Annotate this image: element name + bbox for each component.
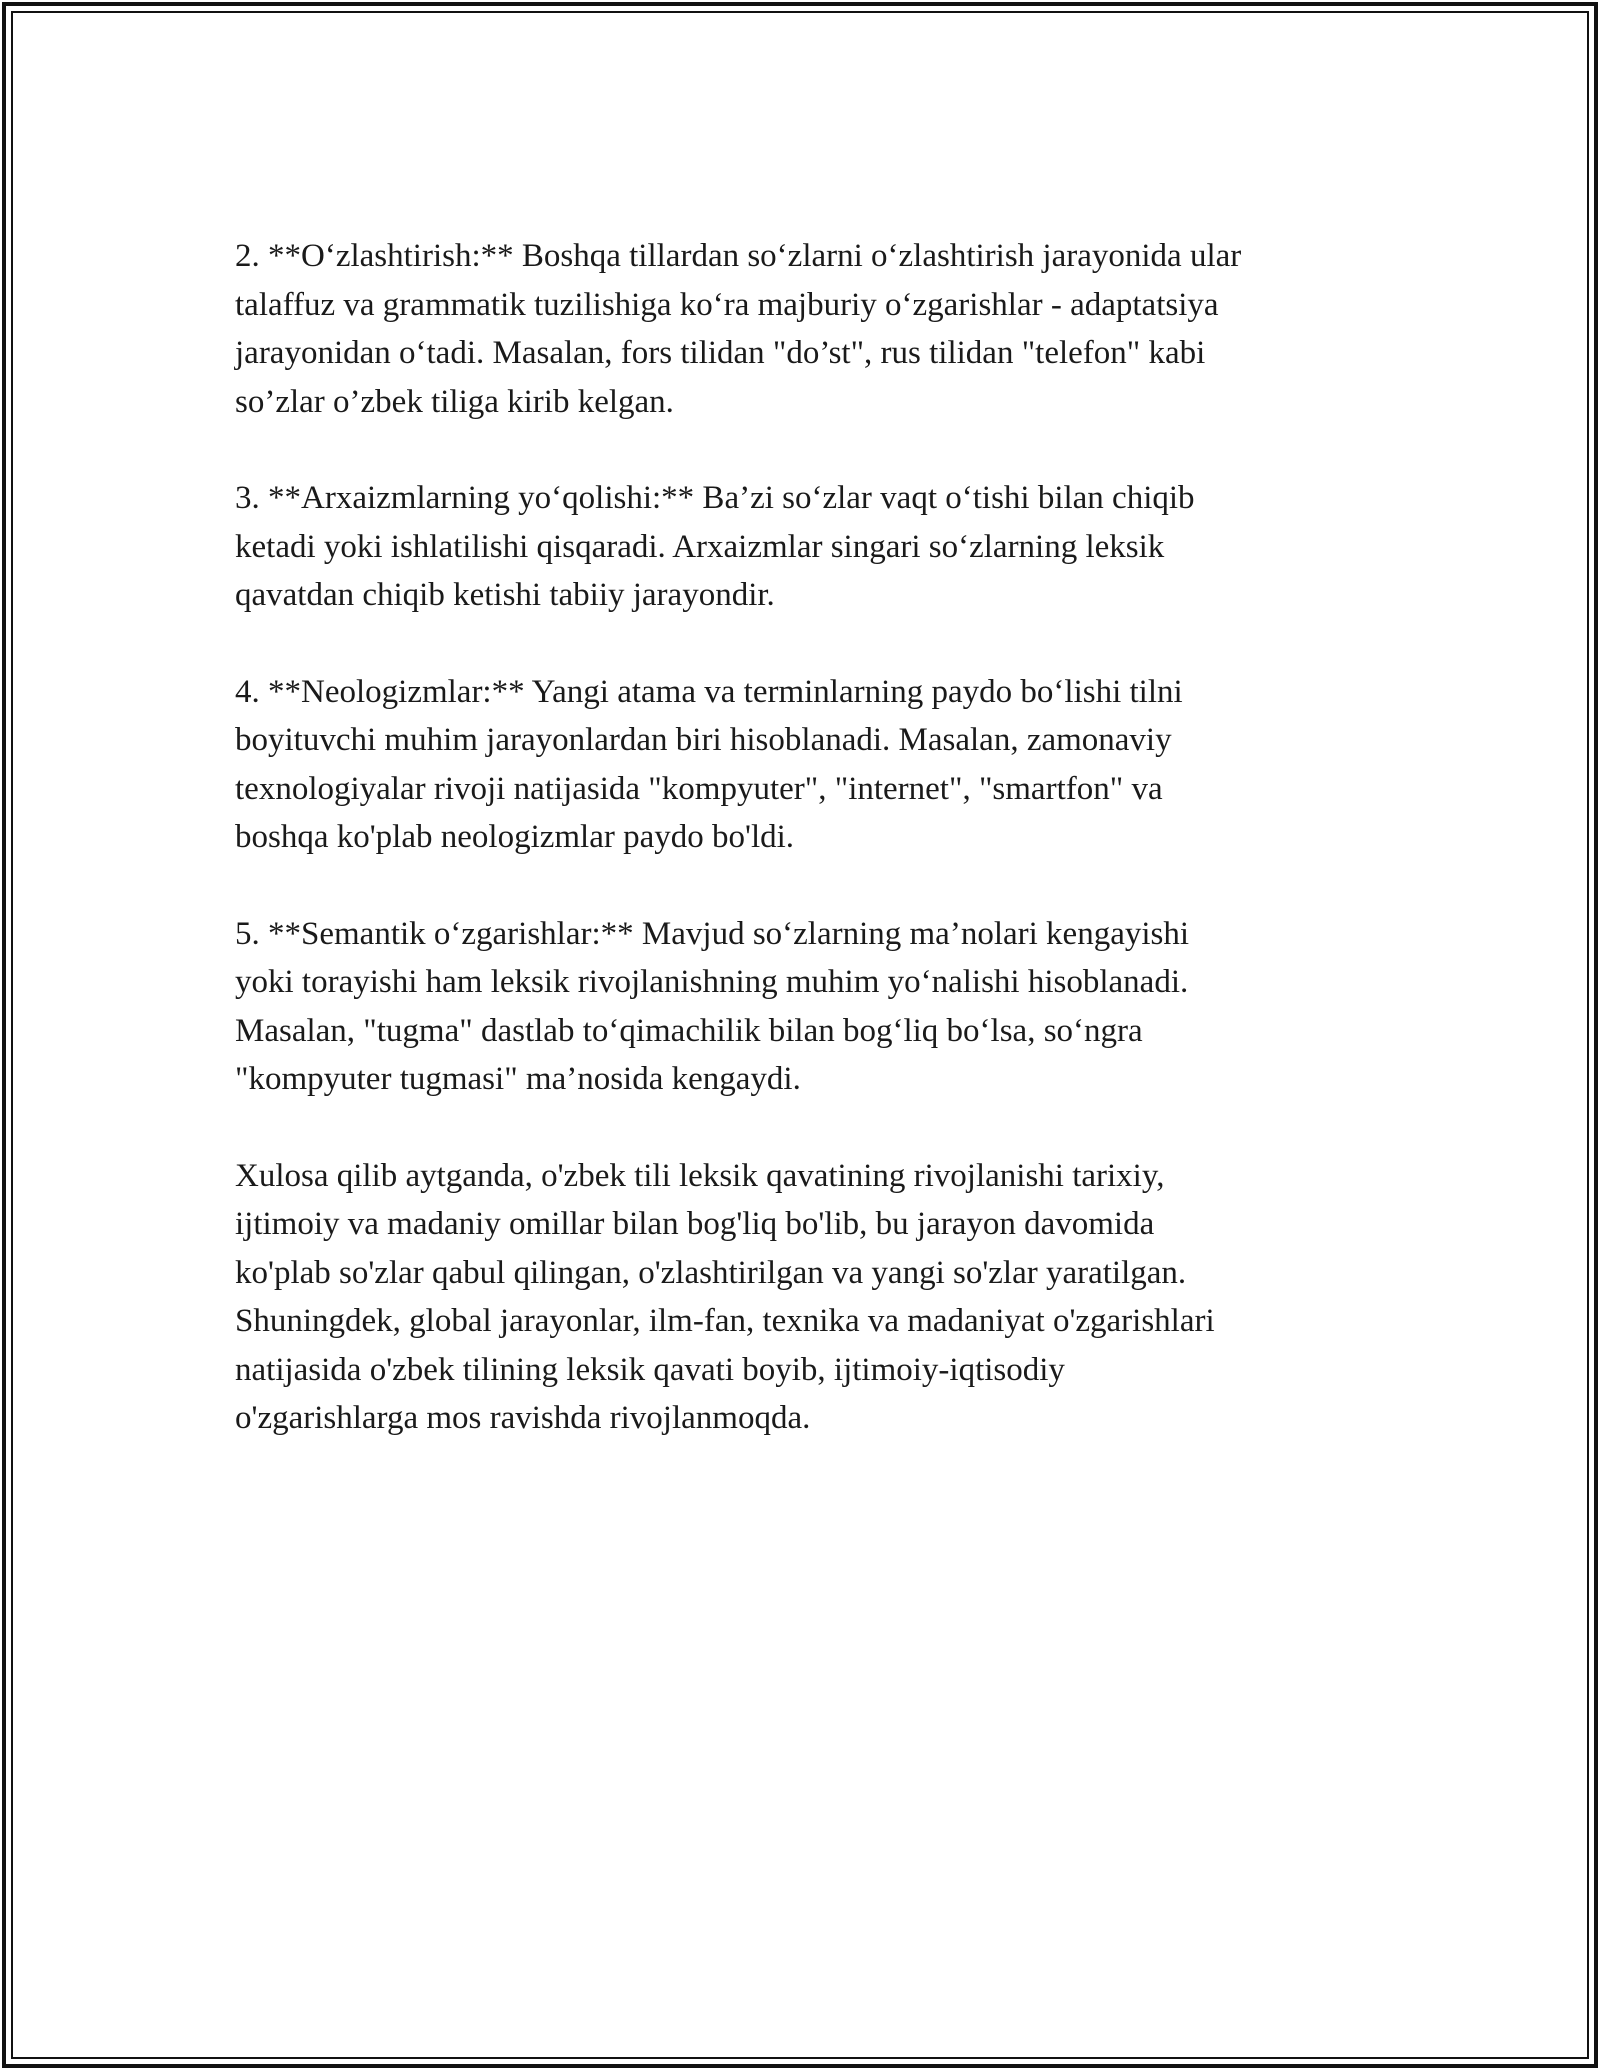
document-body [235, 232, 1375, 1491]
text-line: natijasida o'zbek tilining leksik qavati boyib, ijtimoiy-iqtisodiy [235, 1351, 1065, 1388]
paragraph-semantik [235, 910, 1375, 1104]
paragraph-xulosa [235, 1152, 1375, 1443]
text-line: 4. **Neologizmlar:** Yangi atama va terminlarning paydo bo‘lishi tilni [235, 673, 1183, 710]
text-line: o'zgarishlarga mos ravishda rivojlanmoqda. [235, 1400, 811, 1436]
text-line: 5. **Semantik o‘zgarishlar:** Mavjud so‘zlarning ma’nolari kengayishi [235, 915, 1190, 952]
paragraph-ozlashtirish [235, 232, 1375, 426]
text-line: 2. **O‘zlashtirish:** Boshqa tillardan so‘zlarni o‘zlashtirish jarayonida ular [235, 238, 1242, 274]
text-line: Xulosa qilib aytganda, o'zbek tili leksik qavatining rivojlanishi tarixiy, [235, 1157, 1165, 1194]
text-line: texnologiyalar rivoji natijasida "kompyuter", "internet", "smartfon" va [235, 770, 1163, 807]
text-line: yoki torayishi ham leksik rivojlanishning muhim yo‘nalishi hisoblanadi. [235, 964, 1189, 1000]
text-line: so’zlar o’zbek tiliga kirib kelgan. [235, 383, 674, 420]
text-line: 3. **Arxaizmlarning yo‘qolishi:** Ba’zi so‘zlar vaqt o‘tishi bilan chiqib [235, 480, 1195, 516]
text-line: talaffuz va grammatik tuzilishiga ko‘ra majburiy o‘zgarishlar - adaptatsiya [235, 286, 1219, 323]
text-line: jarayonidan o‘tadi. Masalan, fors tilidan "do’st", rus tilidan "telefon" kabi [235, 335, 1206, 371]
text-line: Shuningdek, global jarayonlar, ilm-fan, texnika va madaniyat o'zgarishlari [235, 1303, 1215, 1339]
text-line: boshqa ko'plab neologizmlar paydo bo'ldi. [235, 819, 795, 855]
text-line: ketadi yoki ishlatilishi qisqaradi. Arxaizmlar singari so‘zlarning leksik [235, 528, 1165, 565]
text-line: Masalan, "tugma" dastlab to‘qimachilik bilan bog‘liq bo‘lsa, so‘ngra [235, 1012, 1143, 1049]
text-line: boyituvchi muhim jarayonlardan biri hisoblanadi. Masalan, zamonaviy [235, 722, 1172, 758]
text-line: ijtimoiy va madaniy omillar bilan bog'liq bo'lib, bu jarayon davomida [235, 1206, 1155, 1242]
text-line: ko'plab so'zlar qabul qilingan, o'zlashtirilgan va yangi so'zlar yaratilgan. [235, 1254, 1187, 1291]
paragraph-arxaizmlar [235, 474, 1375, 620]
text-line: qavatdan chiqib ketishi tabiiy jarayondir. [235, 577, 775, 613]
paragraph-neologizmlar [235, 668, 1375, 862]
text-line: "kompyuter tugmasi" ma’nosida kengaydi. [235, 1061, 801, 1097]
